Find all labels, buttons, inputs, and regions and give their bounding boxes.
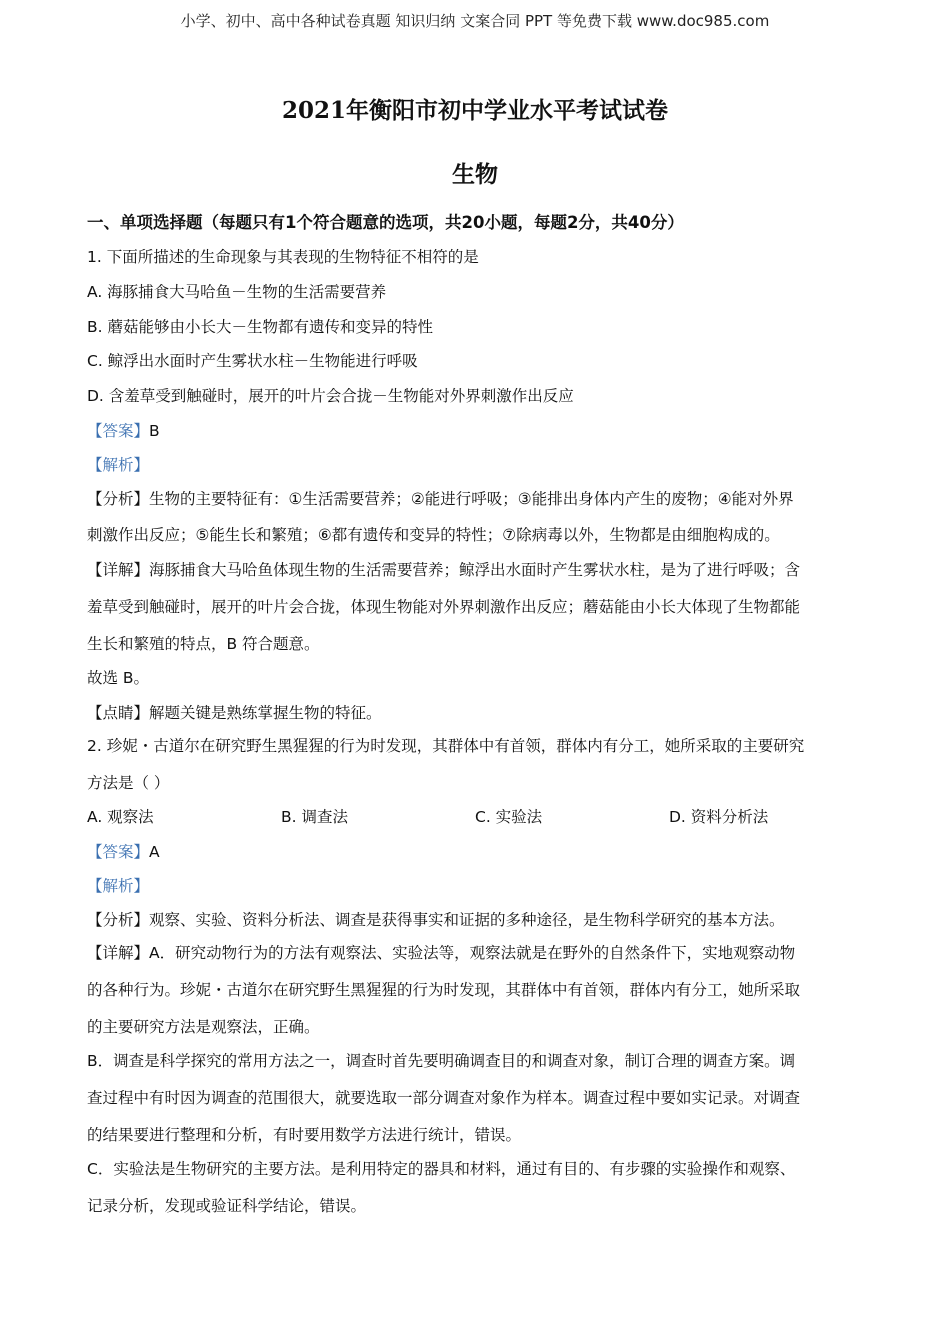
q1-option-a: A. 海豚捕食大马哈鱼－生物的生活需要营养 <box>87 283 387 301</box>
q2-stem-line2: 方法是（ ） <box>87 774 170 792</box>
q2-analysis-tag: 【解析】 <box>87 877 150 895</box>
q1-detail-line3: 生长和繁殖的特点，B 符合题意。 <box>87 635 320 653</box>
q2-option-c: C. 实验法 <box>475 808 543 826</box>
answer-value: A <box>149 843 160 861</box>
q1-option-d: D. 含羞草受到触碰时，展开的叶片会合拢－生物能对外界刺激作出反应 <box>87 387 574 405</box>
q1-detail-line1: 【详解】海豚捕食大马哈鱼体现生物的生活需要营养；鲸浮出水面时产生雾状水柱，是为了进行呼吸；含 <box>87 561 801 579</box>
q2-answer <box>87 840 160 862</box>
q1-answer <box>87 419 160 441</box>
answer-tag: 【答案】 <box>87 422 150 440</box>
q2-option-b: B. 调查法 <box>281 808 348 826</box>
q2-detail-b-line2: 查过程中有时因为调查的范围很大，就要选取一部分调查对象作为样本。调查过程中要如实记录。对调查 <box>87 1089 801 1107</box>
q2-detail-b-line1: B．调查是科学探究的常用方法之一，调查时首先要明确调查目的和调查对象，制订合理的调查方案。调 <box>87 1052 796 1070</box>
exam-title: 2021年衡阳市初中学业水平考试试卷 <box>281 97 668 124</box>
q1-choose: 故选 B。 <box>87 669 150 687</box>
exam-subject: 生物 <box>452 161 498 188</box>
q1-option-b: B. 蘑菇能够由小长大－生物都有遗传和变异的特性 <box>87 318 433 336</box>
q2-detail-c-line2: 记录分析，发现或验证科学结论，错误。 <box>87 1197 367 1215</box>
page-header: 小学、初中、高中各种试卷真题 知识归纳 文案合同 PPT 等免费下载 www.doc985.com <box>180 12 770 30</box>
q2-detail-a-line3: 的主要研究方法是观察法，正确。 <box>87 1018 320 1036</box>
section-heading: 一、单项选择题（每题只有1个符合题意的选项，共20小题，每题2分，共40分） <box>87 213 684 232</box>
q2-stem-line1: 2. 珍妮・古道尔在研究野生黑猩猩的行为时发现，其群体中有首领，群体内有分工，她所采取的主要研究 <box>87 737 805 755</box>
answer-tag: 【答案】 <box>87 843 150 861</box>
q2-option-a: A. 观察法 <box>87 808 154 826</box>
q1-fenxi-line1: 【分析】生物的主要特征有：①生活需要营养；②能进行呼吸；③能排出身体内产生的废物；④能对外界 <box>87 490 794 508</box>
q1-stem: 1. 下面所描述的生命现象与其表现的生物特征不相符的是 <box>87 248 479 266</box>
q2-detail-c-line1: C．实验法是生物研究的主要方法。是利用特定的器具和材料，通过有目的、有步骤的实验操作和观察、 <box>87 1160 796 1178</box>
q1-analysis-tag: 【解析】 <box>87 456 150 474</box>
answer-value: B <box>149 422 160 440</box>
q2-detail-b-line3: 的结果要进行整理和分析，有时要用数学方法进行统计，错误。 <box>87 1126 522 1144</box>
q1-option-c: C. 鲸浮出水面时产生雾状水柱－生物能进行呼吸 <box>87 352 418 370</box>
q1-dianjing: 【点睛】解题关键是熟练掌握生物的特征。 <box>87 704 382 722</box>
q1-fenxi-line2: 刺激作出反应；⑤能生长和繁殖；⑥都有遗传和变异的特性；⑦除病毒以外，生物都是由细胞构成的。 <box>87 526 780 544</box>
q2-option-d: D. 资料分析法 <box>669 808 769 826</box>
q2-detail-a-line1: 【详解】A．研究动物行为的方法有观察法、实验法等，观察法就是在野外的自然条件下，实地观察动物 <box>87 944 796 962</box>
q1-detail-line2: 羞草受到触碰时，展开的叶片会合拢，体现生物能对外界刺激作出反应；蘑菇能由小长大体现了生物都能 <box>87 598 801 616</box>
q2-detail-a-line2: 的各种行为。珍妮・古道尔在研究野生黑猩猩的行为时发现，其群体中有首领，群体内有分工，她所采取 <box>87 981 801 999</box>
q2-fenxi: 【分析】观察、实验、资料分析法、调查是获得事实和证据的多种途径，是生物科学研究的基本方法。 <box>87 911 785 929</box>
